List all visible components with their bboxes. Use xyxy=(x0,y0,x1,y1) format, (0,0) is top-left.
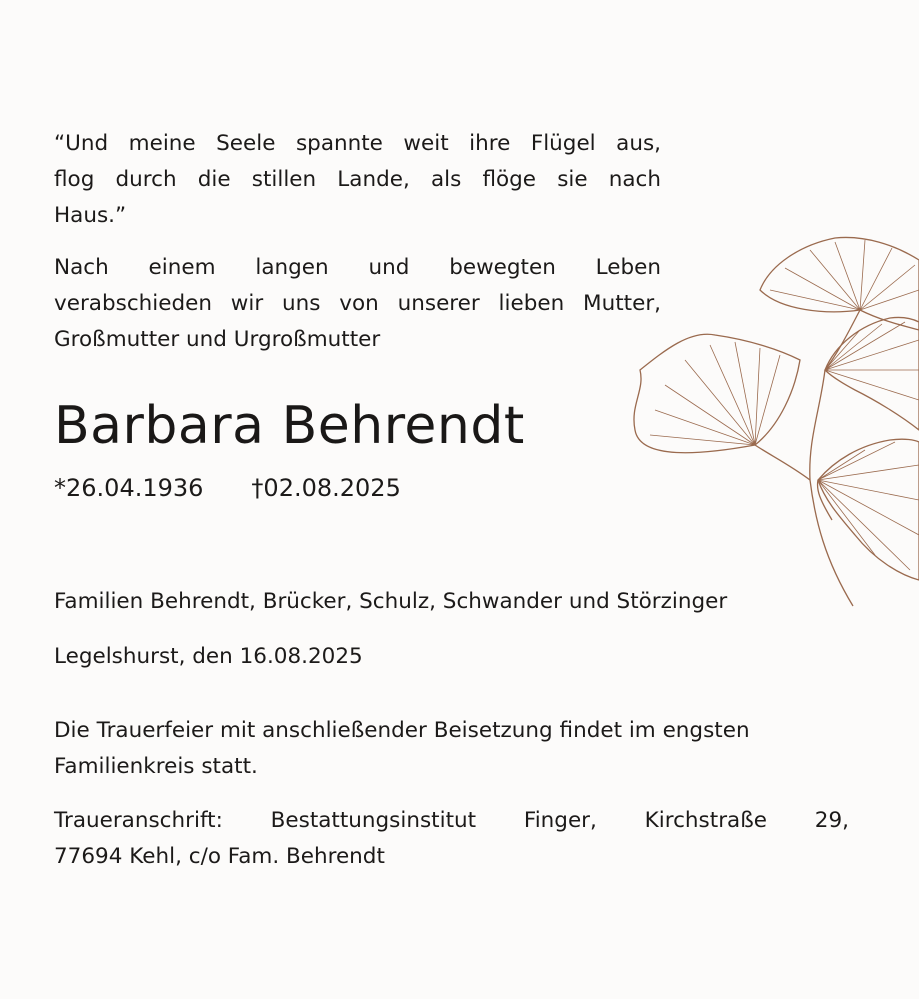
place-and-date: Legelshurst, den 16.08.2025 xyxy=(54,644,363,669)
deceased-name: Barbara Behrendt xyxy=(54,396,525,456)
mourning-families: Familien Behrendt, Brücker, Schulz, Schwander und Störzinger xyxy=(54,589,728,614)
quote-line: flog durch die stillen Lande, als flöge sie nach xyxy=(54,167,661,192)
intro-line: Großmutter und Urgroßmutter xyxy=(54,327,381,352)
quote-line: “Und meine Seele spannte weit ihre Flügel aus, xyxy=(54,131,661,156)
intro-line: Nach einem langen und bewegten Leben xyxy=(54,255,661,280)
address-line: 77694 Kehl, c/o Fam. Behrendt xyxy=(54,844,385,869)
intro-line: verabschieden wir uns von unserer lieben Mutter, xyxy=(54,291,661,316)
life-dates xyxy=(54,474,401,502)
ceremony-line: Familienkreis statt. xyxy=(54,754,258,779)
ceremony-info xyxy=(54,713,849,785)
ceremony-line: Die Trauerfeier mit anschließender Beisetzung findet im engsten xyxy=(54,718,750,743)
mourning-address xyxy=(54,803,849,875)
quote-line: Haus.” xyxy=(54,203,127,228)
announcement-intro xyxy=(54,250,661,358)
address-line: Traueranschrift: Bestattungsinstitut Finger, Kirchstraße 29, xyxy=(54,808,849,833)
death-date: †02.08.2025 xyxy=(251,474,401,502)
birth-date: *26.04.1936 xyxy=(54,474,204,502)
poem-quote xyxy=(54,126,661,234)
ginkgo-leaves-icon xyxy=(620,230,919,610)
